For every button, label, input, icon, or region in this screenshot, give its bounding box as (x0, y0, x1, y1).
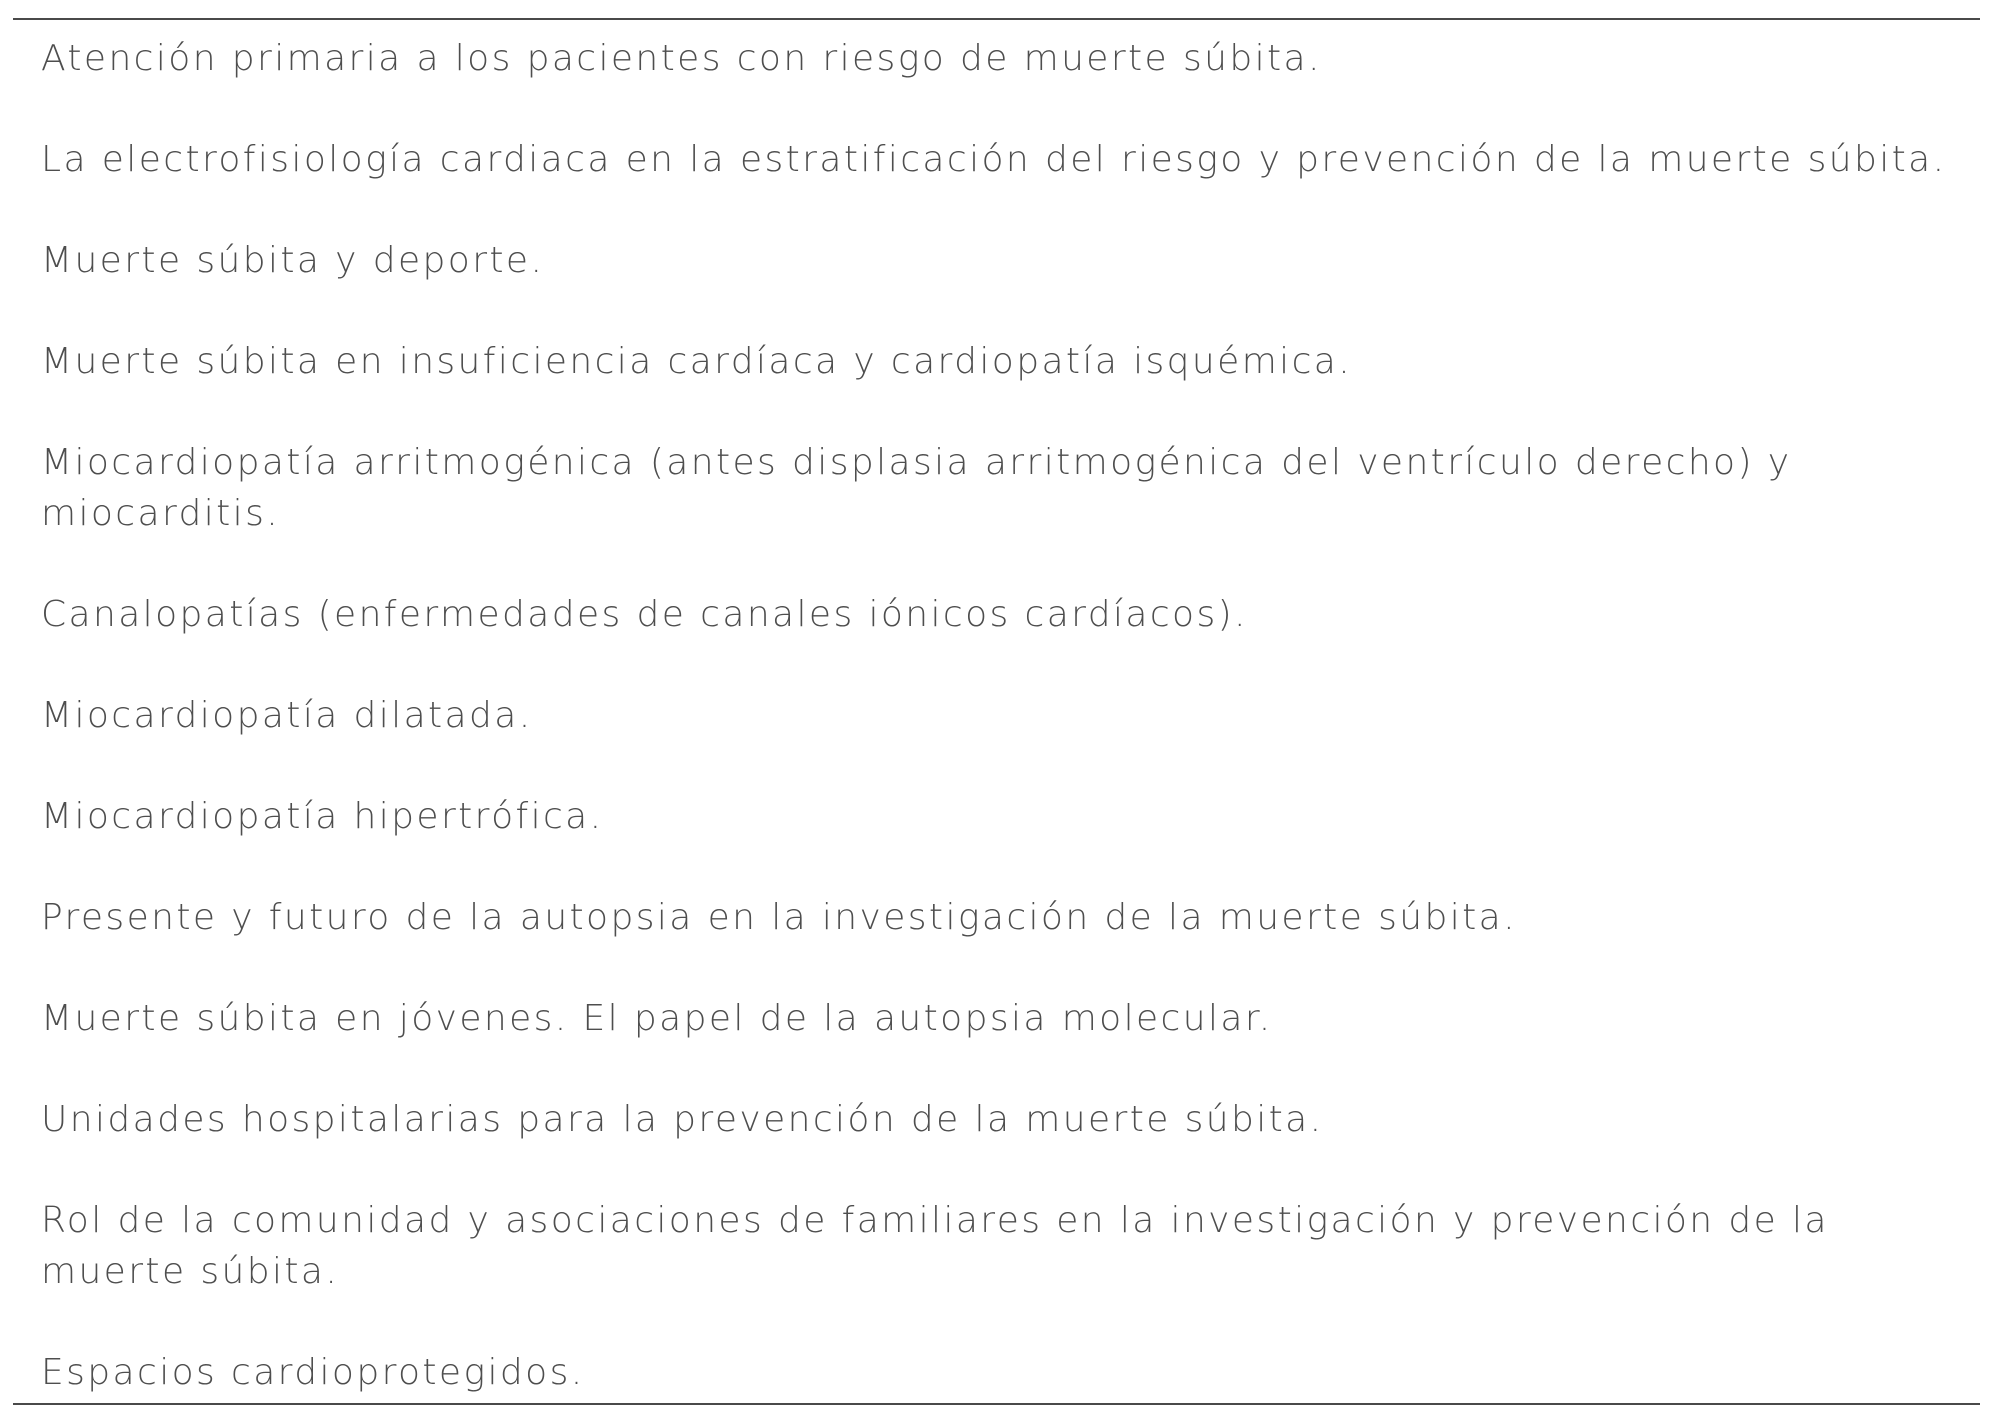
topic-item: Rol de la comunidad y asociaciones de familiares en la investigación y prevención de la muerte súbita. (41, 1200, 1829, 1292)
topic-item: Miocardiopatía arritmogénica (antes displasia arritmogénica del ventrículo derecho) y miocarditis. (41, 442, 1792, 534)
topic-item: La electrofisiología cardiaca en la estratificación del riesgo y prevención de la muerte súbita. (41, 139, 1947, 180)
topic-item: Muerte súbita en insuficiencia cardíaca y cardiopatía isquémica. (41, 341, 1353, 382)
topic-item: Miocardiopatía hipertrófica. (41, 796, 604, 837)
topic-item: Espacios cardioprotegidos. (41, 1352, 585, 1393)
topic-item: Presente y futuro de la autopsia en la investigación de la muerte súbita. (41, 897, 1517, 938)
topic-item: Unidades hospitalarias para la prevención de la muerte súbita. (41, 1099, 1324, 1140)
topic-item: Muerte súbita en jóvenes. El papel de la autopsia molecular. (41, 998, 1273, 1039)
topic-item: Canalopatías (enfermedades de canales iónicos cardíacos). (41, 594, 1248, 635)
topic-item: Miocardiopatía dilatada. (41, 695, 533, 736)
topic-item: Muerte súbita y deporte. (41, 240, 545, 281)
topic-item: Atención primaria a los pacientes con riesgo de muerte súbita. (41, 38, 1322, 79)
topic-list (13, 18, 1980, 1405)
